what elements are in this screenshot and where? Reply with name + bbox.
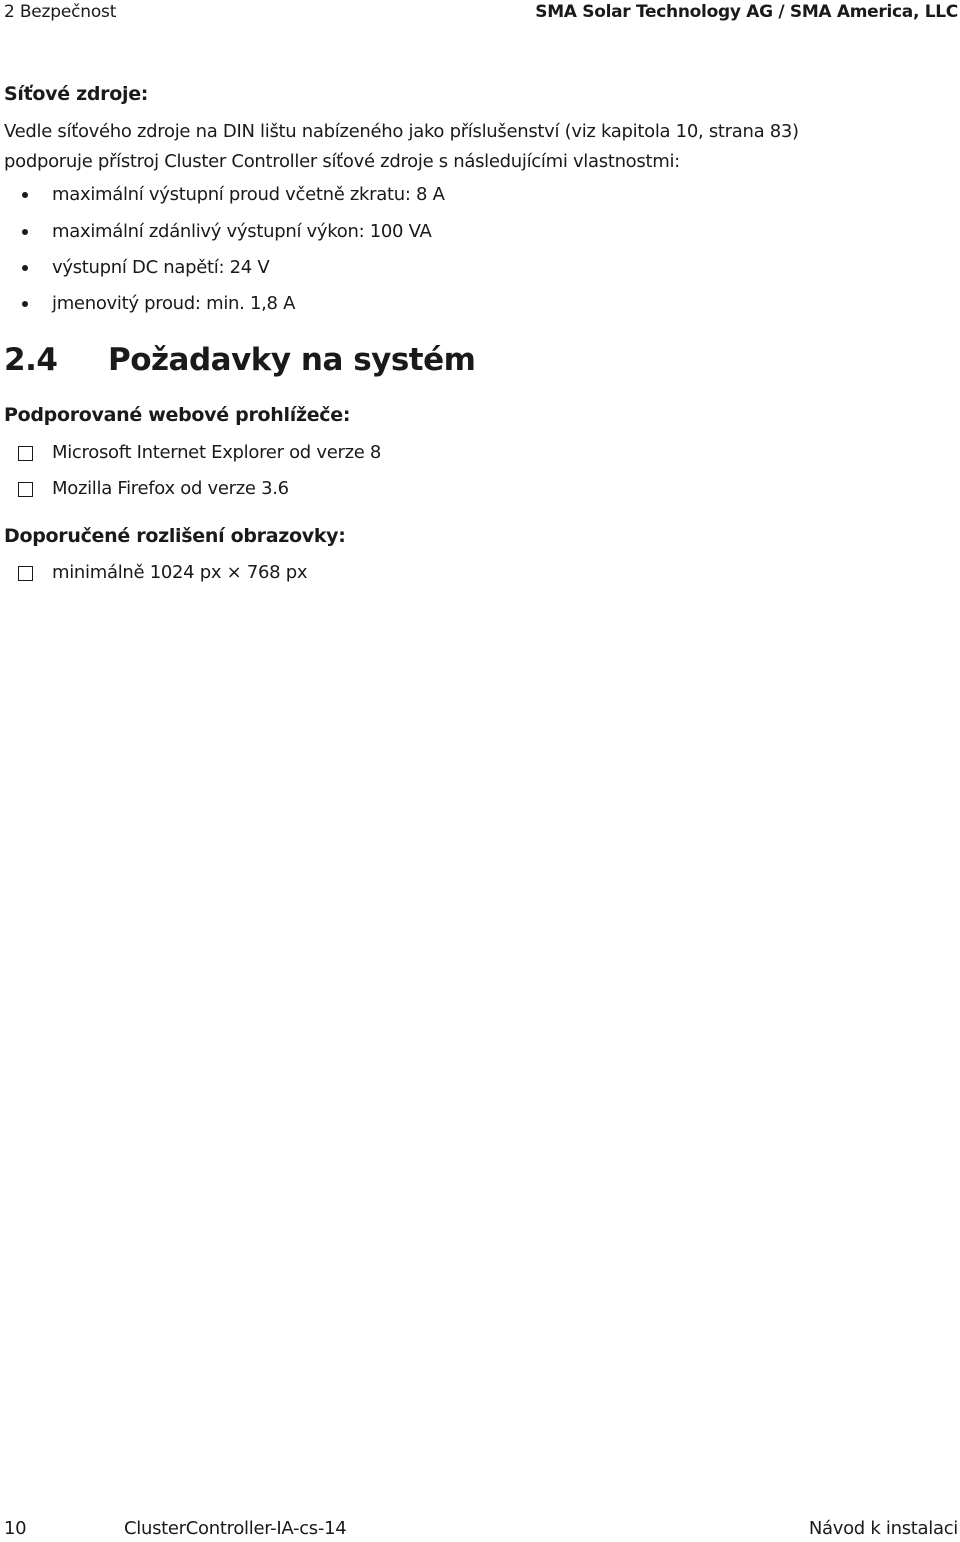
- power-supply-bullet-1: maximální výstupní proud včetně zkratu: 8 A: [52, 184, 445, 205]
- power-supply-intro-line-2: podporuje přístroj Cluster Controller síťové zdroje s následujícími vlastnostmi:: [4, 151, 680, 172]
- checkbox-icon: [18, 482, 33, 497]
- power-supply-bullet-4: jmenovitý proud: min. 1,8 A: [52, 293, 296, 314]
- power-supply-bullet-3: výstupní DC napětí: 24 V: [52, 257, 270, 278]
- power-supply-heading: Síťové zdroje:: [4, 83, 149, 105]
- power-supply-intro-line-1: Vedle síťového zdroje na DIN lištu nabízeného jako příslušenství (viz kapitola 10, strana 83): [4, 121, 799, 142]
- header-company: SMA Solar Technology AG / SMA America, LLC: [535, 2, 958, 22]
- section-title: [4, 342, 475, 378]
- section-number: 2.4: [4, 342, 58, 378]
- footer-doc-type: Návod k instalaci: [808, 1518, 958, 1539]
- bullet-icon: [22, 229, 28, 235]
- resolution-heading: Doporučené rozlišení obrazovky:: [4, 525, 346, 547]
- power-supply-intro: [4, 117, 799, 177]
- bullet-icon: [22, 301, 28, 307]
- checkbox-icon: [18, 566, 33, 581]
- footer-page-number: 10: [4, 1518, 27, 1539]
- bullet-icon: [22, 192, 28, 198]
- resolution-item-1: minimálně 1024 px × 768 px: [52, 562, 308, 583]
- header-chapter: 2 Bezpečnost: [4, 2, 117, 22]
- browsers-heading: Podporované webové prohlížeče:: [4, 404, 351, 426]
- browser-item-2: Mozilla Firefox od verze 3.6: [52, 478, 289, 499]
- bullet-icon: [22, 265, 28, 271]
- browser-item-1: Microsoft Internet Explorer od verze 8: [52, 442, 382, 463]
- section-title-text: Požadavky na systém: [108, 342, 476, 378]
- checkbox-icon: [18, 446, 33, 461]
- footer-doc-id: ClusterController-IA-cs-14: [124, 1518, 347, 1539]
- power-supply-bullet-2: maximální zdánlivý výstupní výkon: 100 VA: [52, 221, 432, 242]
